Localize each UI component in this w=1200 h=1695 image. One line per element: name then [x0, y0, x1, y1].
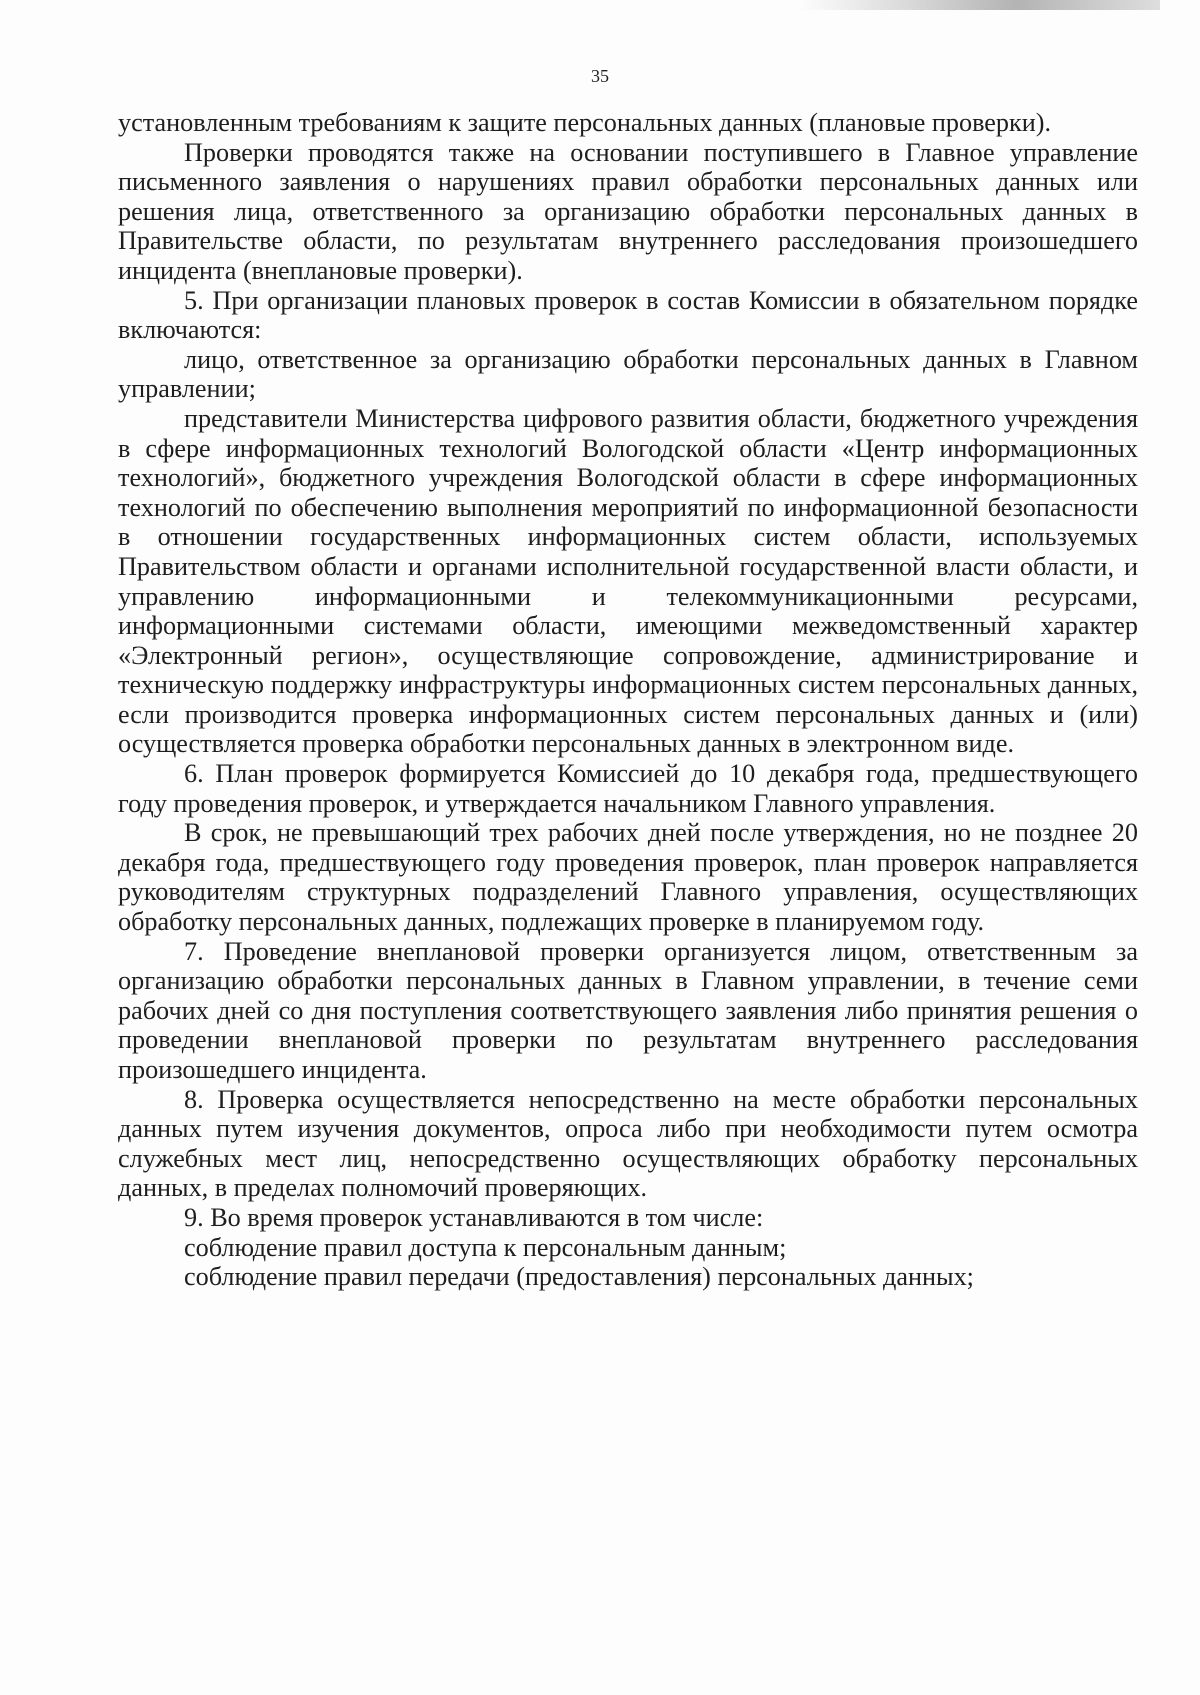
paragraph: лицо, ответственное за организацию обработки персональных данных в Главном управлении;: [118, 344, 1138, 404]
paragraph: 8. Проверка осуществляется непосредственно на месте обработки персональных данных путем изучения документов, опроса либо при необходимости путем осмотра служебных мест лиц, непосредственно осуществляющих обработку персональных данных, в пределах полномочий проверяющих.: [118, 1084, 1138, 1203]
paragraph: 6. План проверок формируется Комиссией до 10 декабря года, предшествующего году проведения проверок, и утверждается начальником Главного управления.: [118, 759, 1138, 818]
page-number: 35: [591, 66, 609, 86]
list-item: соблюдение правил доступа к персональным данным;: [184, 1232, 787, 1262]
list-item: 9. Во время проверок устанавливаются в том числе:: [184, 1202, 764, 1232]
paragraph: 7. Проведение внеплановой проверки организуется лицом, ответственным за организацию обработки персональных данных в Главном управлении, в течение семи рабочих дней со дня поступления соответствующего заявления либо принятия решения о проведении внеплановой проверки по результатам внутреннего расследования произошедшего инцидента.: [118, 936, 1138, 1084]
paragraph: представители Министерства цифрового развития области, бюджетного учреждения в сфере информационных технологий Вологодской области «Центр информационных технологий», бюджетного учреждения Вологодской области в сфере информационных технологий по обеспечению выполнения мероприятий по информационной безопасности в отношении государственных информационных систем области, используемых Правительством области и органами исполнительной государственной власти области, и управлению информационными и телекоммуникационными ресурсами, информационными системами области, имеющими межведомственный характер «Электронный регион», осуществляющие сопровождение, администрирование и техническую поддержку инфраструктуры информационных систем персональных данных, если производится проверка информационных систем персональных данных и (или) осуществляется проверка обработки персональных данных в электронном виде.: [118, 403, 1138, 759]
paragraph: Проверки проводятся также на основании поступившего в Главное управление письменного заявления о нарушениях правил обработки персональных данных или решения лица, ответственного за организацию обработки персональных данных в Правительстве области, по результатам внутреннего расследования произошедшего инцидента (внеплановые проверки).: [118, 137, 1138, 285]
list-item: соблюдение правил передачи (предоставления) персональных данных;: [184, 1262, 974, 1292]
paragraph: 5. При организации плановых проверок в состав Комиссии в обязательном порядке включаются:: [118, 285, 1138, 345]
paragraph: В срок, не превышающий трех рабочих дней после утверждения, но не позднее 20 декабря года, предшествующего году проведения проверок, план проверок направляется руководителям структурных подразделений Главного управления, осуществляющих обработку персональных данных, подлежащих проверке в планируемом году.: [118, 818, 1138, 937]
scan-artifact: [800, 0, 1160, 10]
document-body: [118, 108, 1138, 1292]
paragraph: установленным требованиям к защите персональных данных (плановые проверки).: [118, 108, 1052, 137]
